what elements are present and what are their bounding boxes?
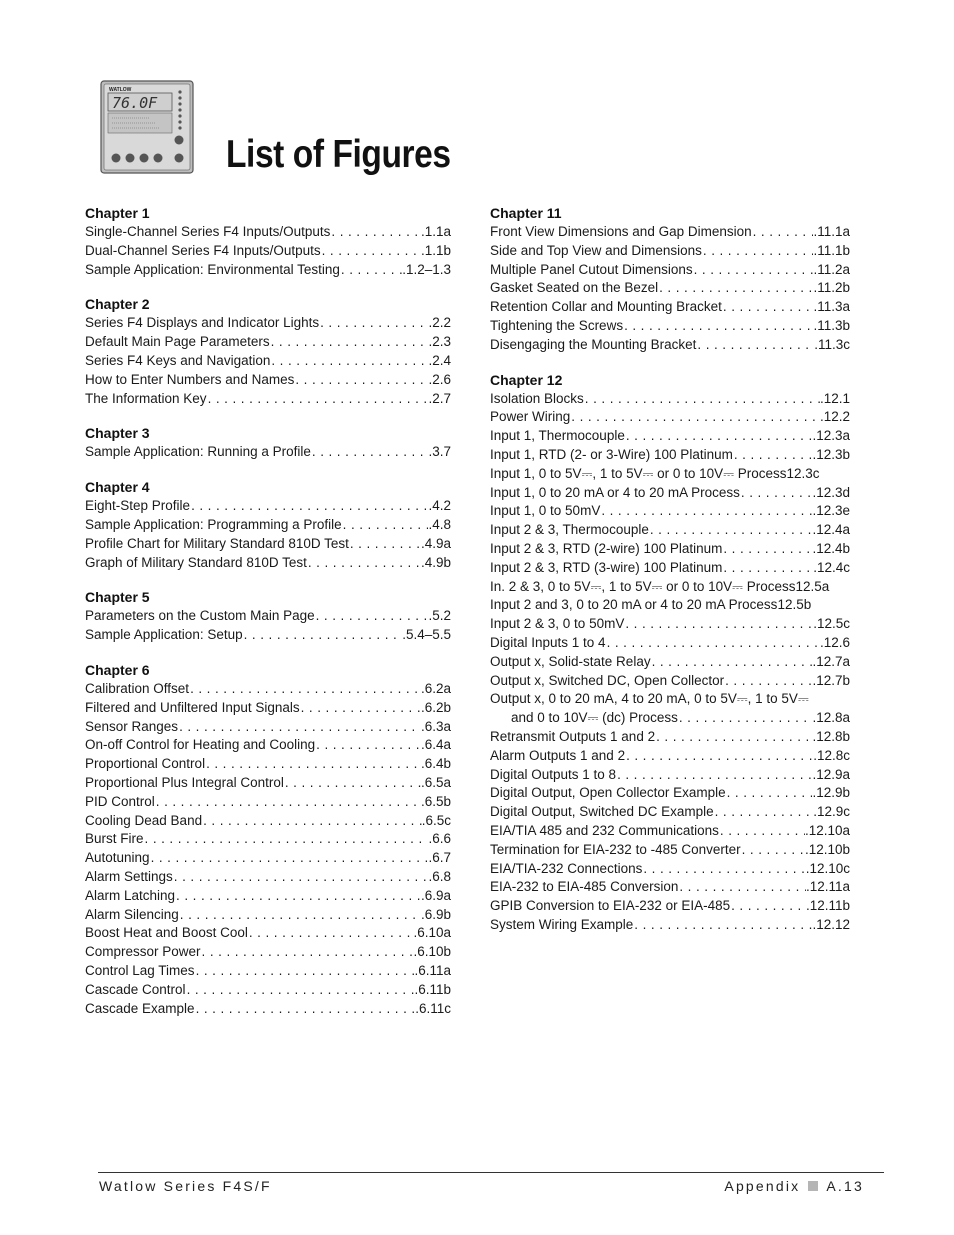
figure-title: System Wiring Example xyxy=(490,916,634,932)
dot-leader xyxy=(186,981,415,1000)
figure-title: Output x, 0 to 20 mA, 4 to 20 mA, 0 to 5V⎓, 1 to 5V⎓ xyxy=(490,691,809,707)
figure-page-number: .6.8 xyxy=(428,868,451,884)
figure-title: Input 2 & 3, RTD (2-wire) 100 Platinum xyxy=(490,540,723,556)
figure-page-number: .12.4b xyxy=(812,540,850,556)
chapter-heading: Chapter 3 xyxy=(85,425,150,442)
figure-page-number: .12.7b xyxy=(812,672,850,688)
figure-page-number: .6.5b xyxy=(420,793,451,809)
controller-illustration xyxy=(100,80,194,174)
dot-leader xyxy=(752,223,814,242)
figure-entry[interactable] xyxy=(490,841,850,860)
figure-title: Output x, Switched DC, Open Collector xyxy=(490,672,725,688)
figure-title: Disengaging the Mounting Bracket xyxy=(490,336,697,352)
figure-title: Calibration Offset xyxy=(85,680,190,696)
figure-title: Side and Top View and Dimensions xyxy=(490,242,702,258)
dot-leader xyxy=(284,774,421,793)
figure-title: Alarm Outputs 1 and 2 xyxy=(490,747,626,763)
dot-leader xyxy=(693,261,814,280)
figure-page-number: .5.4–5.5 xyxy=(402,627,451,643)
figure-entry[interactable] xyxy=(490,502,850,521)
figure-page-number: .12.3e xyxy=(812,503,850,519)
figure-entry[interactable] xyxy=(85,390,451,409)
dot-leader xyxy=(340,261,402,280)
figure-page-number: .12.2 xyxy=(819,409,850,425)
figure-title: Power Wiring xyxy=(490,409,571,425)
figure-title: How to Enter Numbers and Names xyxy=(85,371,295,387)
figure-title: Default Main Page Parameters xyxy=(85,334,270,350)
footer-page-info xyxy=(724,1178,864,1194)
figure-title: EIA/TIA 485 and 232 Communications xyxy=(490,822,719,838)
dot-leader xyxy=(300,699,421,718)
figure-page-number: .6.2a xyxy=(420,680,451,696)
figure-title: Series F4 Keys and Navigation xyxy=(85,352,271,368)
dot-leader xyxy=(195,962,415,981)
figure-page-number: .6.5c xyxy=(421,812,451,828)
dot-leader xyxy=(649,521,813,540)
figure-title: Burst Fire xyxy=(85,831,144,847)
figure-entry[interactable] xyxy=(85,718,451,737)
figure-entry[interactable] xyxy=(490,897,850,916)
figure-page-number: .5.2 xyxy=(428,608,451,624)
figure-title: Digital Output, Open Collector Example xyxy=(490,785,726,801)
dot-leader xyxy=(179,906,421,925)
figure-entry[interactable] xyxy=(490,672,850,691)
figure-title: Sample Application: Setup xyxy=(85,627,243,643)
dot-leader xyxy=(625,427,813,446)
figure-page-number: .2.4 xyxy=(428,352,451,368)
figure-title: Sample Application: Running a Profile xyxy=(85,444,311,460)
dot-leader xyxy=(202,812,422,831)
figure-title: Input 1, RTD (2- or 3-Wire) 100 Platinum xyxy=(490,446,733,462)
figure-page-number: .12.9c xyxy=(813,804,850,820)
figure-title: Input 1, Thermocouple xyxy=(490,428,625,444)
dot-leader xyxy=(173,868,429,887)
dot-leader xyxy=(678,709,813,728)
dot-leader xyxy=(724,672,812,691)
dot-leader xyxy=(642,860,805,879)
figure-entry[interactable] xyxy=(490,242,850,261)
dot-leader xyxy=(678,878,806,897)
figure-entry[interactable] xyxy=(490,559,850,578)
square-bullet-icon xyxy=(808,1181,818,1191)
dot-leader xyxy=(270,333,429,352)
figure-page-number: .2.7 xyxy=(428,390,451,406)
dot-leader xyxy=(243,626,403,645)
figure-entry[interactable] xyxy=(490,784,850,803)
figure-title: Proportional Control xyxy=(85,756,206,772)
dot-leader xyxy=(623,317,813,336)
figure-page-number: .6.10b xyxy=(413,944,451,960)
dot-leader xyxy=(624,615,813,634)
figure-page-number: .11.2a xyxy=(813,261,850,277)
dot-leader xyxy=(190,497,428,516)
figure-page-number: .11.3b xyxy=(813,317,850,333)
figure-entry[interactable] xyxy=(490,408,850,427)
figure-page-number: .6.9b xyxy=(420,906,451,922)
figure-title: Termination for EIA-232 to -485 Converter xyxy=(490,841,741,857)
dot-leader xyxy=(740,484,813,503)
chapter-heading: Chapter 2 xyxy=(85,296,150,313)
figure-entry[interactable] xyxy=(85,535,451,554)
figure-entry[interactable] xyxy=(490,427,850,446)
figure-page-number: .3.7 xyxy=(428,444,451,460)
figure-entry[interactable] xyxy=(490,916,850,935)
dot-leader xyxy=(319,314,428,333)
figure-title: Input 1, 0 to 5V⎓, 1 to 5V⎓ or 0 to 10V⎓ Process xyxy=(490,465,787,481)
figure-entry[interactable] xyxy=(490,279,850,298)
figure-page-number: .12.11a xyxy=(805,879,850,895)
figure-page-number: .12.4c xyxy=(813,559,850,575)
footer-divider xyxy=(98,1172,884,1173)
dot-leader xyxy=(722,559,813,578)
footer-section: Appendix xyxy=(724,1178,801,1194)
figure-page-number: 12.5a xyxy=(795,578,830,594)
figure-page-number: 12.5b xyxy=(777,597,812,613)
figure-entry[interactable] xyxy=(85,755,451,774)
dot-leader xyxy=(294,371,428,390)
dot-leader xyxy=(655,728,812,747)
dot-leader xyxy=(714,803,814,822)
figure-title: Gasket Seated on the Bezel xyxy=(490,280,659,296)
figure-page-number: .12.10c xyxy=(805,860,850,876)
figure-entry[interactable] xyxy=(490,484,850,503)
dot-leader xyxy=(195,1000,416,1019)
figure-page-number: .11.2b xyxy=(813,280,850,296)
dot-leader xyxy=(270,352,428,371)
figure-page-number: .12.3a xyxy=(812,428,850,444)
figure-page-number: .12.3d xyxy=(812,484,850,500)
figure-page-number: .2.6 xyxy=(428,371,451,387)
figure-page-number: .6.7 xyxy=(428,850,451,866)
figure-title: Eight-Step Profile xyxy=(85,498,191,514)
dot-leader xyxy=(330,223,421,242)
dot-leader xyxy=(726,784,813,803)
figure-page-number: .6.6 xyxy=(428,831,451,847)
figure-entry[interactable] xyxy=(490,336,850,355)
figure-page-number: .12.6 xyxy=(819,634,850,650)
figure-title: Graph of Military Standard 810D Test xyxy=(85,554,307,570)
chapter-section xyxy=(85,424,451,462)
chapter-heading: Chapter 12 xyxy=(490,371,563,388)
figure-entry[interactable] xyxy=(85,497,451,516)
dot-leader xyxy=(696,336,814,355)
figure-entry[interactable] xyxy=(490,766,850,785)
page-title: List of Figures xyxy=(226,133,451,176)
figure-page-number: .12.10b xyxy=(804,841,850,857)
figure-entry[interactable] xyxy=(85,516,451,535)
figure-title: Alarm Latching xyxy=(85,887,176,903)
figure-page-number: .6.4b xyxy=(420,756,451,772)
figure-page-number: .11.3c xyxy=(814,336,850,352)
figure-title: and 0 to 10V⎓ (dc) Process xyxy=(511,710,678,726)
right-column xyxy=(490,204,850,951)
figure-title: Digital Outputs 1 to 8 xyxy=(490,766,617,782)
figure-page-number: .12.9b xyxy=(812,785,850,801)
chapter-section xyxy=(490,204,850,355)
dot-leader xyxy=(175,887,421,906)
figure-title: Filtered and Unfiltered Input Signals xyxy=(85,699,300,715)
dot-leader xyxy=(207,390,429,409)
figure-title: Cascade Example xyxy=(85,1000,195,1016)
dot-leader xyxy=(719,822,805,841)
chapter-heading: Chapter 4 xyxy=(85,479,150,496)
figure-entry[interactable] xyxy=(85,607,451,626)
figure-title: Input 1, 0 to 20 mA or 4 to 20 mA Process xyxy=(490,484,740,500)
left-column xyxy=(85,204,451,1034)
dot-leader xyxy=(651,653,813,672)
figure-page-number: .11.1b xyxy=(813,242,850,258)
figure-entry[interactable] xyxy=(85,962,451,981)
figure-entry[interactable] xyxy=(490,615,850,634)
figure-title: Output x, Solid-state Relay xyxy=(490,653,651,669)
figure-title: Profile Chart for Military Standard 810D Test xyxy=(85,535,349,551)
figure-page-number: .12.8b xyxy=(812,728,850,744)
dot-leader xyxy=(722,298,814,317)
figure-page-number: .12.7a xyxy=(812,653,850,669)
dot-leader xyxy=(189,680,421,699)
dot-leader xyxy=(150,849,429,868)
dot-leader xyxy=(658,279,813,298)
dot-leader xyxy=(205,755,421,774)
dot-leader xyxy=(606,634,820,653)
figure-entry[interactable] xyxy=(490,747,850,766)
figure-page-number: .4.9a xyxy=(420,535,451,551)
figure-entry[interactable] xyxy=(490,223,850,242)
figure-title: GPIB Conversion to EIA-232 or EIA-485 xyxy=(490,898,731,914)
chapter-section xyxy=(490,371,850,935)
figure-entry[interactable] xyxy=(490,446,850,465)
chapter-section xyxy=(85,295,451,408)
figure-title: EIA/TIA-232 Connections xyxy=(490,860,643,876)
figure-entry[interactable] xyxy=(85,812,451,831)
dot-leader xyxy=(311,443,429,462)
figure-entry[interactable] xyxy=(490,540,850,559)
figure-title: EIA-232 to EIA-485 Conversion xyxy=(490,879,679,895)
figure-entry[interactable] xyxy=(85,943,451,962)
figure-page-number: .6.11a xyxy=(414,962,451,978)
figure-entry[interactable] xyxy=(85,924,451,943)
figure-entry[interactable] xyxy=(85,774,451,793)
dot-leader xyxy=(733,446,813,465)
figure-entry[interactable] xyxy=(490,596,850,615)
figure-page-number: .2.2 xyxy=(428,315,451,331)
figure-entry[interactable] xyxy=(85,333,451,352)
figure-entry[interactable] xyxy=(85,830,451,849)
figure-title: PID Control xyxy=(85,793,155,809)
figure-title: Sample Application: Environmental Testing xyxy=(85,261,340,277)
figure-entry[interactable] xyxy=(85,981,451,1000)
dot-leader xyxy=(570,408,820,427)
figure-title: The Information Key xyxy=(85,390,207,406)
figure-page-number: .6.10a xyxy=(413,925,451,941)
figure-page-number: .12.1 xyxy=(819,390,850,406)
figure-page-number: .11.3a xyxy=(813,299,850,315)
dot-leader xyxy=(248,924,414,943)
figure-page-number: .12.5c xyxy=(813,616,850,632)
dot-leader xyxy=(315,607,429,626)
figure-entry[interactable] xyxy=(85,223,451,242)
figure-entry[interactable] xyxy=(85,680,451,699)
dot-leader xyxy=(315,736,421,755)
dot-leader xyxy=(307,554,421,573)
figure-entry[interactable] xyxy=(85,887,451,906)
figure-entry[interactable] xyxy=(490,390,850,409)
figure-entry[interactable] xyxy=(85,443,451,462)
dot-leader xyxy=(155,793,421,812)
figure-page-number: .6.9a xyxy=(420,887,451,903)
dot-leader xyxy=(633,916,812,935)
figure-title: Series F4 Displays and Indicator Lights xyxy=(85,315,320,331)
dot-leader xyxy=(201,943,414,962)
chapter-section xyxy=(85,588,451,645)
footer-page-number: A.13 xyxy=(826,1178,864,1194)
figure-entry[interactable] xyxy=(85,626,451,645)
figure-entry[interactable] xyxy=(490,860,850,879)
figure-title: Sensor Ranges xyxy=(85,718,179,734)
dot-leader xyxy=(722,540,812,559)
figure-entry[interactable] xyxy=(85,352,451,371)
figure-page-number: .1.2–1.3 xyxy=(402,261,451,277)
figure-title: Alarm Settings xyxy=(85,868,173,884)
figure-title: Alarm Silencing xyxy=(85,906,179,922)
figure-entry[interactable] xyxy=(85,242,451,261)
figure-page-number: .1.1a xyxy=(420,224,451,239)
figure-page-number: .4.9b xyxy=(420,554,451,570)
figure-title: Isolation Blocks xyxy=(490,390,584,406)
figure-page-number: .6.11c xyxy=(415,1000,451,1016)
figure-title: Multiple Panel Cutout Dimensions xyxy=(490,261,693,277)
figure-entry[interactable] xyxy=(85,793,451,812)
figure-title: Retransmit Outputs 1 and 2 xyxy=(490,728,656,744)
figure-title: Compressor Power xyxy=(85,944,201,960)
figure-page-number: .4.2 xyxy=(428,498,451,514)
figure-entry[interactable] xyxy=(85,261,451,280)
figure-page-number: .12.4a xyxy=(812,522,850,538)
figure-title: Autotuning xyxy=(85,850,150,866)
figure-page-number: .11.1a xyxy=(813,224,850,239)
dot-leader xyxy=(625,747,813,766)
figure-page-number: .6.11b xyxy=(414,981,451,997)
figure-title: Input 1, 0 to 50mV xyxy=(490,503,601,519)
figure-title: Tightening the Screws xyxy=(490,317,624,333)
figure-title: Single-Channel Series F4 Inputs/Outputs xyxy=(85,224,331,239)
figure-entry[interactable] xyxy=(85,554,451,573)
dot-leader xyxy=(616,766,812,785)
figure-title: Cooling Dead Band xyxy=(85,812,203,828)
figure-entry[interactable] xyxy=(85,906,451,925)
figure-title: Digital Inputs 1 to 4 xyxy=(490,634,606,650)
figure-title: Boost Heat and Boost Cool xyxy=(85,925,248,941)
footer-publication: Watlow Series F4S/F xyxy=(99,1178,272,1194)
dot-leader xyxy=(702,242,814,261)
figure-page-number: .1.1b xyxy=(420,242,451,258)
dot-leader xyxy=(321,242,421,261)
figure-entry[interactable] xyxy=(490,690,850,709)
figure-page-number: .6.4a xyxy=(420,737,451,753)
chapter-heading: Chapter 6 xyxy=(85,661,150,678)
device-brand: WATLOW xyxy=(109,87,132,93)
figure-page-number: .12.8c xyxy=(813,747,850,763)
figure-title: Retention Collar and Mounting Bracket xyxy=(490,299,722,315)
chapter-section xyxy=(85,478,451,572)
dot-leader xyxy=(144,830,429,849)
figure-entry[interactable] xyxy=(490,653,850,672)
dot-leader xyxy=(349,535,421,554)
dot-leader xyxy=(342,516,429,535)
figure-entry[interactable] xyxy=(490,521,850,540)
dot-leader xyxy=(600,502,812,521)
figure-page-number: 12.3c xyxy=(786,465,820,481)
figure-entry[interactable] xyxy=(490,261,850,280)
figure-title: In. 2 & 3, 0 to 5V⎓, 1 to 5V⎓ or 0 to 10V⎓ Process xyxy=(490,578,796,594)
figure-entry[interactable] xyxy=(490,298,850,317)
figure-entry[interactable] xyxy=(490,709,850,728)
figure-entry[interactable] xyxy=(85,314,451,333)
figure-entry[interactable] xyxy=(85,699,451,718)
figure-entry[interactable] xyxy=(85,371,451,390)
figure-title: Front View Dimensions and Gap Dimension xyxy=(490,224,752,239)
dot-leader xyxy=(584,390,820,409)
figure-entry[interactable] xyxy=(490,822,850,841)
figure-title: Digital Output, Switched DC Example xyxy=(490,804,714,820)
figure-title: On-off Control for Heating and Cooling xyxy=(85,737,316,753)
figure-title: Control Lag Times xyxy=(85,962,195,978)
figure-entry[interactable] xyxy=(490,578,850,597)
figure-entry[interactable] xyxy=(85,849,451,868)
figure-title: Cascade Control xyxy=(85,981,186,997)
figure-page-number: .6.3a xyxy=(420,718,451,734)
figure-page-number: .2.3 xyxy=(428,334,451,350)
figure-title: Input 2 & 3, 0 to 50mV xyxy=(490,616,625,632)
figure-page-number: .12.9a xyxy=(812,766,850,782)
figure-title: Input 2 & 3, RTD (3-wire) 100 Platinum xyxy=(490,559,723,575)
figure-entry[interactable] xyxy=(85,736,451,755)
figure-page-number: .12.8a xyxy=(812,710,850,726)
figure-page-number: .12.3b xyxy=(812,446,850,462)
figure-entry[interactable] xyxy=(490,634,850,653)
figure-page-number: .12.11b xyxy=(805,898,850,914)
figure-entry[interactable] xyxy=(490,878,850,897)
chapter-heading: Chapter 5 xyxy=(85,589,150,606)
figure-entry[interactable] xyxy=(490,317,850,336)
chapter-section xyxy=(85,204,451,279)
dot-leader xyxy=(178,718,421,737)
figure-page-number: .12.10a xyxy=(804,822,850,838)
figure-entry[interactable] xyxy=(85,1000,451,1019)
figure-title: Parameters on the Custom Main Page xyxy=(85,608,315,624)
figure-entry[interactable] xyxy=(490,803,850,822)
dot-leader xyxy=(730,897,806,916)
figure-entry[interactable] xyxy=(490,465,850,484)
figure-page-number: .6.2b xyxy=(420,699,451,715)
figure-title: Input 2 & 3, Thermocouple xyxy=(490,522,649,538)
figure-page-number: .12.12 xyxy=(812,916,850,932)
device-display: 76.0F xyxy=(112,94,158,112)
chapter-heading: Chapter 1 xyxy=(85,205,150,221)
figure-entry[interactable] xyxy=(85,868,451,887)
figure-title: Proportional Plus Integral Control xyxy=(85,774,284,790)
dot-leader xyxy=(741,841,805,860)
figure-entry[interactable] xyxy=(490,728,850,747)
chapter-heading: Chapter 11 xyxy=(490,205,562,221)
chapter-section xyxy=(85,661,451,1018)
figure-title: Dual-Channel Series F4 Inputs/Outputs xyxy=(85,242,321,258)
figure-page-number: .6.5a xyxy=(420,774,451,790)
figure-page-number: .4.8 xyxy=(428,516,451,532)
figure-title: Input 2 and 3, 0 to 20 mA or 4 to 20 mA Process xyxy=(490,597,778,613)
figure-title: Sample Application: Programming a Profile xyxy=(85,516,342,532)
